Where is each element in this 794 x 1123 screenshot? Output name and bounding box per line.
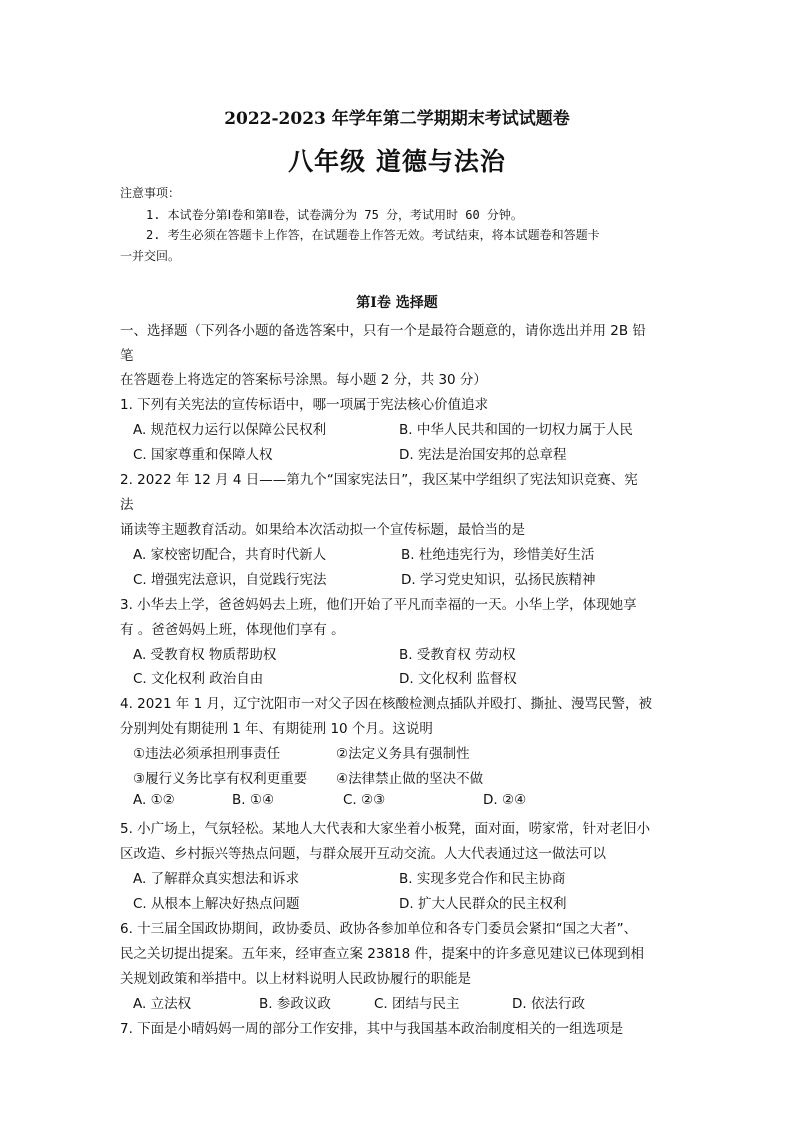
option-b: B. 杜绝违宪行为，珍惜美好生活 — [401, 547, 595, 563]
option-b: B. 实现多党合作和民主协商 — [399, 871, 566, 887]
option-c: C. 国家尊重和保障人权 — [133, 447, 273, 463]
question-stem: 法 — [120, 497, 134, 513]
option-a: A. 立法权 — [133, 996, 192, 1012]
option-d: D. ②④ — [483, 792, 527, 808]
question-stem: 1. 下列有关宪法的宣传标语中，哪一项属于宪法核心价值追求 — [120, 397, 489, 413]
section-instruction-cont: 在答题卷上将选定的答案标号涂黑。每小题 2 分，共 30 分） — [120, 372, 487, 388]
option-d: D. 宪法是治国安邦的总章程 — [399, 447, 567, 463]
option-b: B. 中华人民共和国的一切权力属于人民 — [399, 422, 633, 438]
option-c: C. ②③ — [343, 792, 386, 808]
exam-subtitle: 八年级 道德与法治 — [288, 147, 506, 176]
question-stem: 诵读等主题教育活动。如果给本次活动拟一个宣传标题，最恰当的是 — [120, 522, 525, 538]
option-a: A. 受教育权 物质帮助权 — [133, 647, 277, 663]
question-stem: 4. 2021 年 1 月，辽宁沈阳市一对父子因在核酸检测点插队并殴打、撕扯、漫骂民警，被 — [120, 696, 652, 712]
option-a: A. 规范权力运行以保障公民权利 — [133, 422, 327, 438]
question-stem: 区改造、乡村振兴等热点问题，与群众展开互动交流。人大代表通过这一做法可以 — [120, 846, 606, 862]
section-instruction-cont: 笔 — [120, 348, 134, 364]
statement-2: ②法定义务具有强制性 — [336, 746, 470, 762]
option-a: A. 家校密切配合，共育时代新人 — [133, 547, 327, 563]
option-c: C. 增强宪法意识，自觉践行宪法 — [133, 572, 327, 588]
option-c: C. 从根本上解决好热点问题 — [133, 896, 300, 912]
question-stem: 民之关切提出提案。五年来，经审查立案 23818 件，提案中的许多意见建议已体现到相 — [120, 946, 645, 962]
statement-3: ③履行义务比享有权利更重要 — [133, 771, 308, 787]
notice-item-1: 1. 本试卷分第Ⅰ卷和第Ⅱ卷，试卷满分为 75 分，考试用时 60 分钟。 — [146, 208, 523, 222]
notice-label: 注意事项： — [120, 186, 181, 200]
option-d: D. 依法行政 — [512, 996, 585, 1012]
section-title: 第Ⅰ卷 选择题 — [356, 295, 438, 311]
question-stem: 有 。爸爸妈妈上班，体现他们享有 。 — [120, 622, 345, 638]
option-a: A. 了解群众真实想法和诉求 — [133, 871, 300, 887]
question-stem: 7. 下面是小晴妈妈一周的部分工作安排，其中与我国基本政治制度相关的一组选项是 — [120, 1021, 624, 1037]
question-stem: 分别判处有期徒刑 1 年、有期徒刑 10 个月。这说明 — [120, 721, 433, 737]
notice-item-2: 2. 考生必须在答题卡上作答，在试题卷上作答无效。考试结束，将本试题卷和答题卡 — [146, 228, 600, 242]
question-stem: 6. 十三届全国政协期间，政协委员、政协各参加单位和各专门委员会紧扣“国之大者”、 — [120, 921, 638, 937]
statement-1: ①违法必须承担刑事责任 — [133, 746, 281, 762]
option-b: B. 参政议政 — [259, 996, 331, 1012]
question-stem: 2. 2022 年 12 月 4 日——第九个“国家宪法日”，我区某中学组织了宪法知识竞赛、宪 — [120, 472, 638, 488]
statement-4: ④法律禁止做的坚决不做 — [336, 771, 484, 787]
section-instruction: 一、选择题（下列各小题的备选答案中，只有一个是最符合题意的，请你选出并用 2B 铅 — [120, 323, 646, 339]
exam-title: 2022-2023 年学年第二学期期末考试试题卷 — [224, 109, 570, 129]
option-c: C. 文化权利 政治自由 — [133, 671, 264, 687]
option-d: D. 学习党史知识，弘扬民族精神 — [401, 572, 596, 588]
option-c: C. 团结与民主 — [374, 996, 460, 1012]
option-a: A. ①② — [133, 792, 175, 808]
notice-item-2-cont: 一并交回。 — [120, 249, 181, 263]
option-b: B. ①④ — [232, 792, 275, 808]
question-stem: 关规划政策和举措中。以上材料说明人民政协履行的职能是 — [120, 971, 471, 987]
option-d: D. 扩大人民群众的民主权利 — [399, 896, 567, 912]
question-stem: 5. 小广场上，气氛轻松。某地人大代表和大家坐着小板凳，面对面，唠家常，针对老旧小 — [120, 821, 651, 837]
option-b: B. 受教育权 劳动权 — [399, 647, 516, 663]
option-d: D. 文化权利 监督权 — [399, 671, 517, 687]
question-stem: 3. 小华去上学，爸爸妈妈去上班，他们开始了平凡而幸福的一天。小华上学，体现她享 — [120, 597, 637, 613]
